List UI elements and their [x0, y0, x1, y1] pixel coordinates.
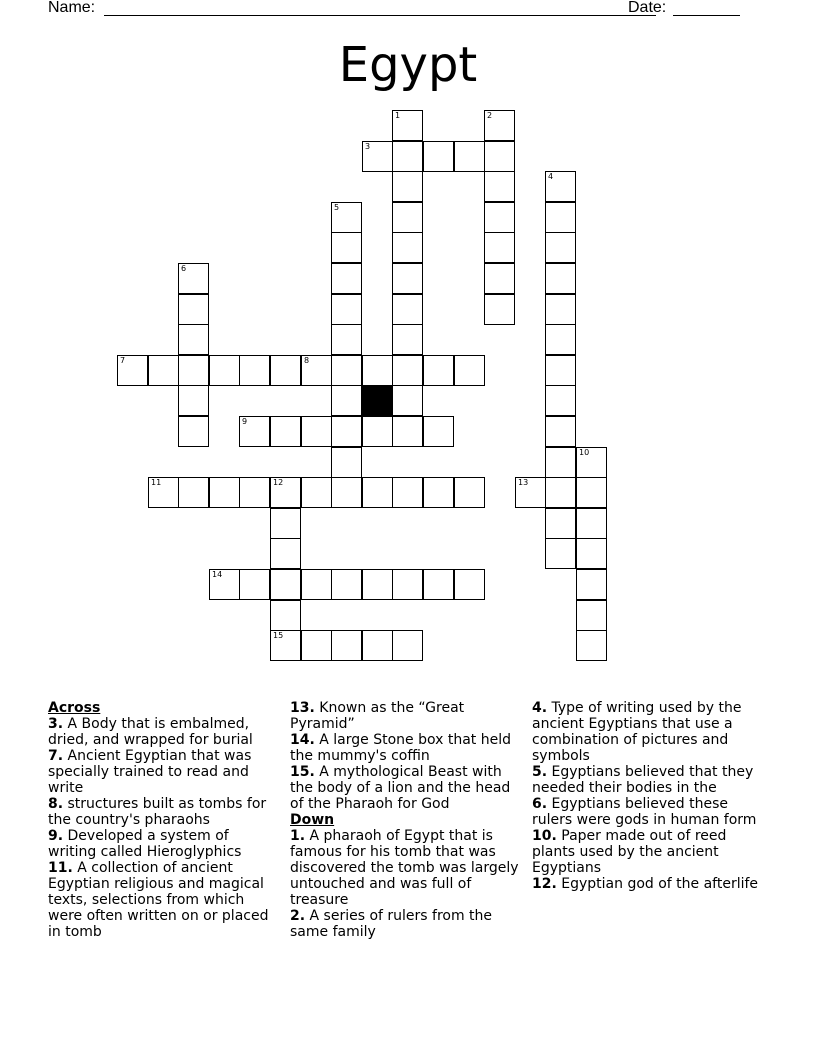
- clue-item-number: 12.: [532, 876, 557, 892]
- clue-item-number: 10.: [532, 828, 557, 844]
- clues-column-2: [290, 700, 522, 940]
- grid-cell[interactable]: [331, 477, 362, 508]
- grid-cell[interactable]: [576, 569, 607, 600]
- clue-item: [532, 700, 768, 764]
- grid-cell[interactable]: [545, 416, 576, 447]
- grid-cell[interactable]: [239, 416, 270, 447]
- grid-cell[interactable]: [545, 202, 576, 233]
- clue-number: 10: [579, 448, 590, 457]
- grid-cell[interactable]: [178, 385, 209, 416]
- grid-cell[interactable]: [178, 477, 209, 508]
- clue-item-text: Developed a system of writing called Hieroglyphics: [48, 828, 242, 860]
- grid-cell[interactable]: [576, 508, 607, 539]
- grid-cell[interactable]: [454, 141, 485, 172]
- grid-cell[interactable]: [423, 141, 454, 172]
- clue-number: 7: [120, 356, 126, 365]
- clue-number: 11: [151, 478, 162, 487]
- grid-cell[interactable]: [331, 324, 362, 355]
- grid-cell[interactable]: [423, 416, 454, 447]
- grid-cell[interactable]: [454, 477, 485, 508]
- clue-item-number: 3.: [48, 716, 64, 732]
- down-heading: Down: [290, 812, 335, 828]
- clue-item-text: A pharaoh of Egypt that is famous for his tomb that was discovered the tomb was largely untouched and was full of treasure: [290, 828, 519, 908]
- grid-cell[interactable]: [331, 294, 362, 325]
- grid-cell[interactable]: [545, 355, 576, 386]
- clue-item-text: Egyptian god of the afterlife: [556, 876, 759, 892]
- clue-item: [48, 748, 273, 796]
- clue-number: 6: [181, 264, 187, 273]
- grid-cell[interactable]: [270, 508, 301, 539]
- clue-number: 2: [487, 111, 493, 120]
- clues-column-3: [532, 700, 768, 892]
- grid-cell[interactable]: [178, 263, 209, 294]
- clue-item: [532, 876, 768, 892]
- grid-cell[interactable]: [545, 538, 576, 569]
- grid-cell[interactable]: [484, 202, 515, 233]
- clue-item-text: A mythological Beast with the body of a lion and the head of the Pharaoh for God: [290, 764, 511, 812]
- clue-item-number: 15.: [290, 764, 315, 780]
- clue-item: [290, 700, 522, 732]
- grid-cell[interactable]: [545, 508, 576, 539]
- grid-cell[interactable]: [545, 385, 576, 416]
- grid-cell[interactable]: [239, 477, 270, 508]
- clue-item-number: 5.: [532, 764, 548, 780]
- grid-cell[interactable]: [270, 477, 301, 508]
- clue-item: [48, 716, 273, 748]
- grid-cell[interactable]: [209, 569, 240, 600]
- grid-cell[interactable]: [239, 355, 270, 386]
- grid-cell[interactable]: [545, 263, 576, 294]
- clue-item-number: 7.: [48, 748, 64, 764]
- grid-cell[interactable]: [270, 569, 301, 600]
- grid-cell[interactable]: [454, 569, 485, 600]
- grid-cell[interactable]: [209, 355, 240, 386]
- grid-cell[interactable]: [331, 630, 362, 661]
- clue-number: 5: [334, 203, 340, 212]
- grid-cell[interactable]: [301, 630, 332, 661]
- clue-item: [532, 828, 768, 876]
- grid-cell[interactable]: [178, 355, 209, 386]
- clue-item-text: Egyptians believed these rulers were gods in human form: [532, 796, 757, 828]
- clue-number: 14: [212, 570, 223, 579]
- clue-number: 9: [242, 417, 248, 426]
- grid-cell[interactable]: [178, 324, 209, 355]
- page-title: Egypt: [338, 37, 478, 93]
- grid-cell[interactable]: [484, 110, 515, 141]
- clue-number: 8: [304, 356, 310, 365]
- grid-cell[interactable]: [148, 355, 179, 386]
- grid-cell[interactable]: [515, 477, 546, 508]
- clue-item: [290, 908, 522, 940]
- grid-cell[interactable]: [576, 538, 607, 569]
- grid-cell[interactable]: [392, 630, 423, 661]
- clue-item: [532, 764, 768, 796]
- grid-cell[interactable]: [331, 447, 362, 478]
- grid-cell[interactable]: [301, 416, 332, 447]
- clue-item-number: 6.: [532, 796, 548, 812]
- clue-number: 1: [395, 111, 401, 120]
- clue-item: [48, 860, 273, 940]
- clue-item-text: Type of writing used by the ancient Egyptians that use a combination of pictures and symbols: [532, 700, 742, 764]
- grid-cell[interactable]: [545, 294, 576, 325]
- grid-cell[interactable]: [270, 630, 301, 661]
- grid-cell[interactable]: [423, 569, 454, 600]
- grid-cell[interactable]: [576, 447, 607, 478]
- grid-cell[interactable]: [362, 569, 393, 600]
- grid-cell[interactable]: [331, 385, 362, 416]
- grid-cell[interactable]: [392, 324, 423, 355]
- grid-cell[interactable]: [178, 294, 209, 325]
- grid-cell[interactable]: [576, 600, 607, 631]
- grid-cell[interactable]: [331, 416, 362, 447]
- clue-number: 15: [273, 631, 284, 640]
- grid-cell[interactable]: [392, 355, 423, 386]
- date-label: Date:: [628, 0, 667, 16]
- clue-number: 4: [548, 172, 554, 181]
- clue-item-text: Egyptians believed that they needed their bodies in the: [532, 764, 754, 796]
- clue-item: [290, 732, 522, 764]
- grid-cell[interactable]: [484, 294, 515, 325]
- grid-cell[interactable]: [392, 202, 423, 233]
- grid-cell[interactable]: [331, 355, 362, 386]
- grid-cell[interactable]: [576, 477, 607, 508]
- grid-cell[interactable]: [484, 171, 515, 202]
- grid-cell[interactable]: [301, 569, 332, 600]
- clue-number: 13: [518, 478, 529, 487]
- clue-item-text: Known as the “Great Pyramid”: [290, 700, 465, 732]
- grid-cell[interactable]: [484, 141, 515, 172]
- clue-item-text: A series of rulers from the same family: [290, 908, 493, 940]
- grid-cell[interactable]: [392, 294, 423, 325]
- black-cell: [362, 385, 393, 416]
- grid-cell[interactable]: [423, 477, 454, 508]
- clue-item-number: 11.: [48, 860, 73, 876]
- grid-cell[interactable]: [392, 416, 423, 447]
- grid-cell[interactable]: [392, 171, 423, 202]
- grid-cell[interactable]: [545, 324, 576, 355]
- grid-cell[interactable]: [392, 385, 423, 416]
- grid-cell[interactable]: [148, 477, 179, 508]
- grid-cell[interactable]: [423, 355, 454, 386]
- clues-column-1: [48, 700, 273, 940]
- clue-item-text: Ancient Egyptian that was specially trained to read and write: [48, 748, 252, 796]
- grid-cell[interactable]: [454, 355, 485, 386]
- grid-cell[interactable]: [331, 232, 362, 263]
- grid-cell[interactable]: [301, 477, 332, 508]
- grid-cell[interactable]: [545, 232, 576, 263]
- grid-cell[interactable]: [392, 141, 423, 172]
- clue-item-number: 1.: [290, 828, 306, 844]
- grid-cell[interactable]: [576, 630, 607, 661]
- grid-cell[interactable]: [392, 263, 423, 294]
- across-heading: Across: [48, 700, 101, 716]
- clue-item-text: structures built as tombs for the country's pharaohs: [48, 796, 267, 828]
- clue-item-number: 2.: [290, 908, 306, 924]
- grid-cell[interactable]: [362, 355, 393, 386]
- grid-cell[interactable]: [392, 477, 423, 508]
- grid-cell[interactable]: [484, 232, 515, 263]
- clue-item-text: A large Stone box that held the mummy's coffin: [290, 732, 511, 764]
- grid-cell[interactable]: [331, 263, 362, 294]
- grid-cell[interactable]: [270, 355, 301, 386]
- grid-cell[interactable]: [545, 447, 576, 478]
- grid-cell[interactable]: [484, 263, 515, 294]
- grid-cell[interactable]: [392, 232, 423, 263]
- clue-item-number: 13.: [290, 700, 315, 716]
- clue-number: 3: [365, 142, 371, 151]
- grid-cell[interactable]: [392, 110, 423, 141]
- grid-cell[interactable]: [362, 630, 393, 661]
- clue-item: [532, 796, 768, 828]
- grid-cell[interactable]: [362, 416, 393, 447]
- clue-item-number: 14.: [290, 732, 315, 748]
- grid-cell[interactable]: [362, 477, 393, 508]
- grid-cell[interactable]: [331, 202, 362, 233]
- grid-cell[interactable]: [392, 569, 423, 600]
- grid-cell[interactable]: [239, 569, 270, 600]
- clue-item: [48, 796, 273, 828]
- clue-number: 12: [273, 478, 284, 487]
- grid-cell[interactable]: [545, 477, 576, 508]
- grid-cell[interactable]: [331, 569, 362, 600]
- clue-item-number: 8.: [48, 796, 64, 812]
- grid-cell[interactable]: [545, 171, 576, 202]
- clue-item-number: 9.: [48, 828, 64, 844]
- grid-cell[interactable]: [270, 538, 301, 569]
- grid-cell[interactable]: [270, 600, 301, 631]
- clue-item-text: A Body that is embalmed, dried, and wrapped for burial: [48, 716, 253, 748]
- clue-item-number: 4.: [532, 700, 548, 716]
- clue-item: [290, 764, 522, 812]
- grid-cell[interactable]: [270, 416, 301, 447]
- grid-cell[interactable]: [117, 355, 148, 386]
- grid-cell[interactable]: [209, 477, 240, 508]
- clue-item: [290, 828, 522, 908]
- grid-cell[interactable]: [178, 416, 209, 447]
- name-label: Name:: [48, 0, 96, 16]
- clue-item-text: Paper made out of reed plants used by the ancient Egyptians: [532, 828, 727, 876]
- grid-cell[interactable]: [301, 355, 332, 386]
- clue-item: [48, 828, 273, 860]
- clue-item-text: A collection of ancient Egyptian religious and magical texts, selections from which were often written on or placed in tomb: [48, 860, 269, 940]
- grid-cell[interactable]: [362, 141, 393, 172]
